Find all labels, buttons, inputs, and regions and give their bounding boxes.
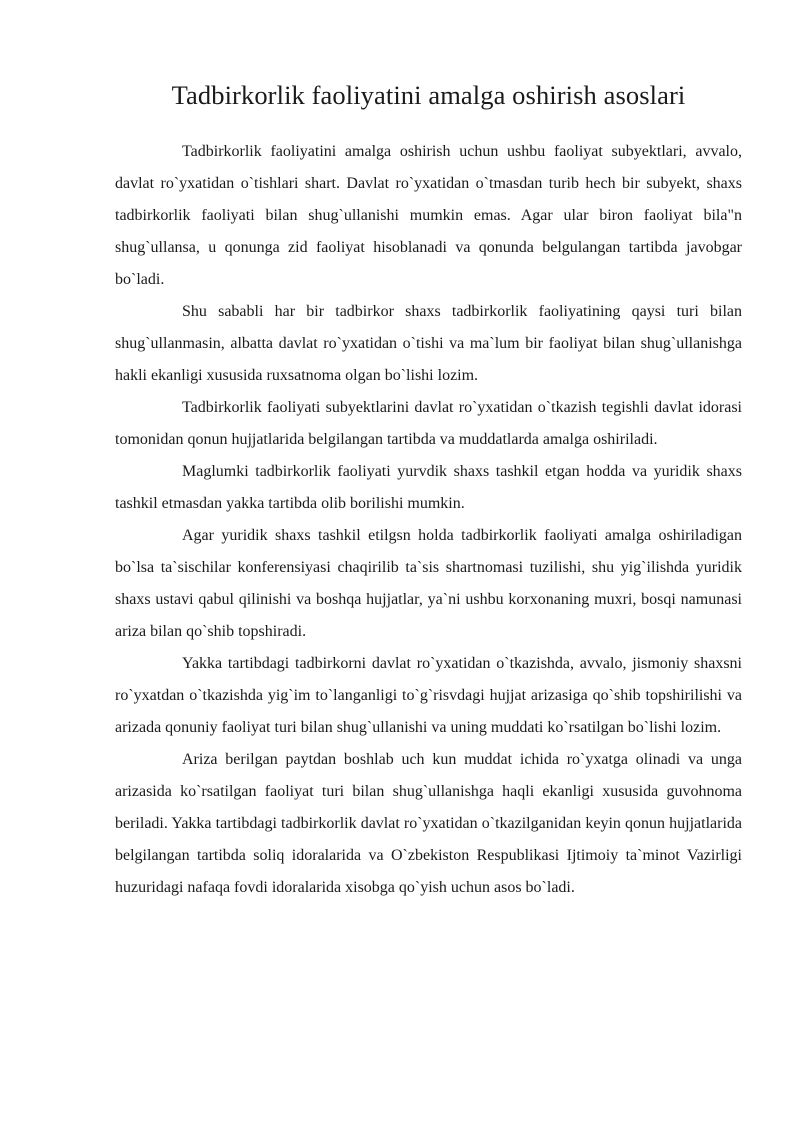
paragraph: Tadbirkorlik faoliyati subyektlarini davlat ro`yxatidan o`tkazish tegishli davlat idorasi tomonidan qonun hujjatlarida belgilangan tartibda va muddatlarda amalga oshiriladi. (115, 399, 742, 448)
paragraph: Yakka tartibdagi tadbirkorni davlat ro`yxatidan o`tkazishda, avvalo, jismoniy shaxsni ro`yxatdan o`tkazishda yig`im to`langanligi to`g`risvdagi hujjat arizasiga qo`shib topshirilishi va arizada qonuniy faoliyat turi bilan shug`ullanishi va uning muddati ko`rsatilgan bo`lishi lozim. (115, 655, 742, 736)
document-title: Tadbirkorlik faoliyatini amalga oshirish asoslari (171, 80, 686, 110)
paragraph: Ariza berilgan paytdan boshlab uch kun muddat ichida ro`yxatga olinadi va unga arizasida ko`rsatilgan faoliyat turi bilan shug`ullanishga haqli ekanligi xususida guvohnoma beriladi. Yakka tartibdagi tadbirkorlik davlat ro`yxatidan o`tkazilganidan keyin qonun hujjatlarida belgilangan tartibda soliq idoralarida va O`zbekiston Respublikasi Ijtimoiy ta`minot Vazirligi huzuridagi nafaqa fovdi idoralarida xisobga qo`yish uchun asos bo`ladi. (115, 751, 742, 896)
paragraph: Agar yuridik shaxs tashkil etilgsn holda tadbirkorlik faoliyati amalga oshiriladigan bo`lsa ta`sischilar konferensiyasi chaqirilib ta`sis shartnomasi tuzilishi, shu yig`ilishda yuridik shaxs ustavi qabul qilinishi va boshqa hujjatlar, ya`ni ushbu korxonaning muxri, bosqi namunasi ariza bilan qo`shib topshiradi. (115, 527, 742, 640)
paragraph: Tadbirkorlik faoliyatini amalga oshirish uchun ushbu faoliyat subyektlari, avvalo, davlat ro`yxatidan o`tishlari shart. Davlat ro`yxatidan o`tmasdan turib hech bir subyekt, shaxs tadbirkorlik faoliyati bilan shug`ullanishi mumkin emas. Agar ular biron faoliyat bila"n shug`ullansa, u qonunga zid faoliyat hisoblanadi va qonunda belgulangan tartibda javobgar bo`ladi. (115, 143, 742, 288)
paragraph: Shu sababli har bir tadbirkor shaxs tadbirkorlik faoliyatining qaysi turi bilan shug`ullanmasin, albatta davlat ro`yxatidan o`tishi va ma`lum bir faoliyat bilan shug`ullanishga hakli ekanligi xususida ruxsatnoma olgan bo`lishi lozim. (115, 303, 742, 384)
paragraph: Maglumki tadbirkorlik faoliyati yurvdik shaxs tashkil etgan hodda va yuridik shaxs tashkil etmasdan yakka tartibda olib borilishi mumkin. (115, 463, 742, 512)
